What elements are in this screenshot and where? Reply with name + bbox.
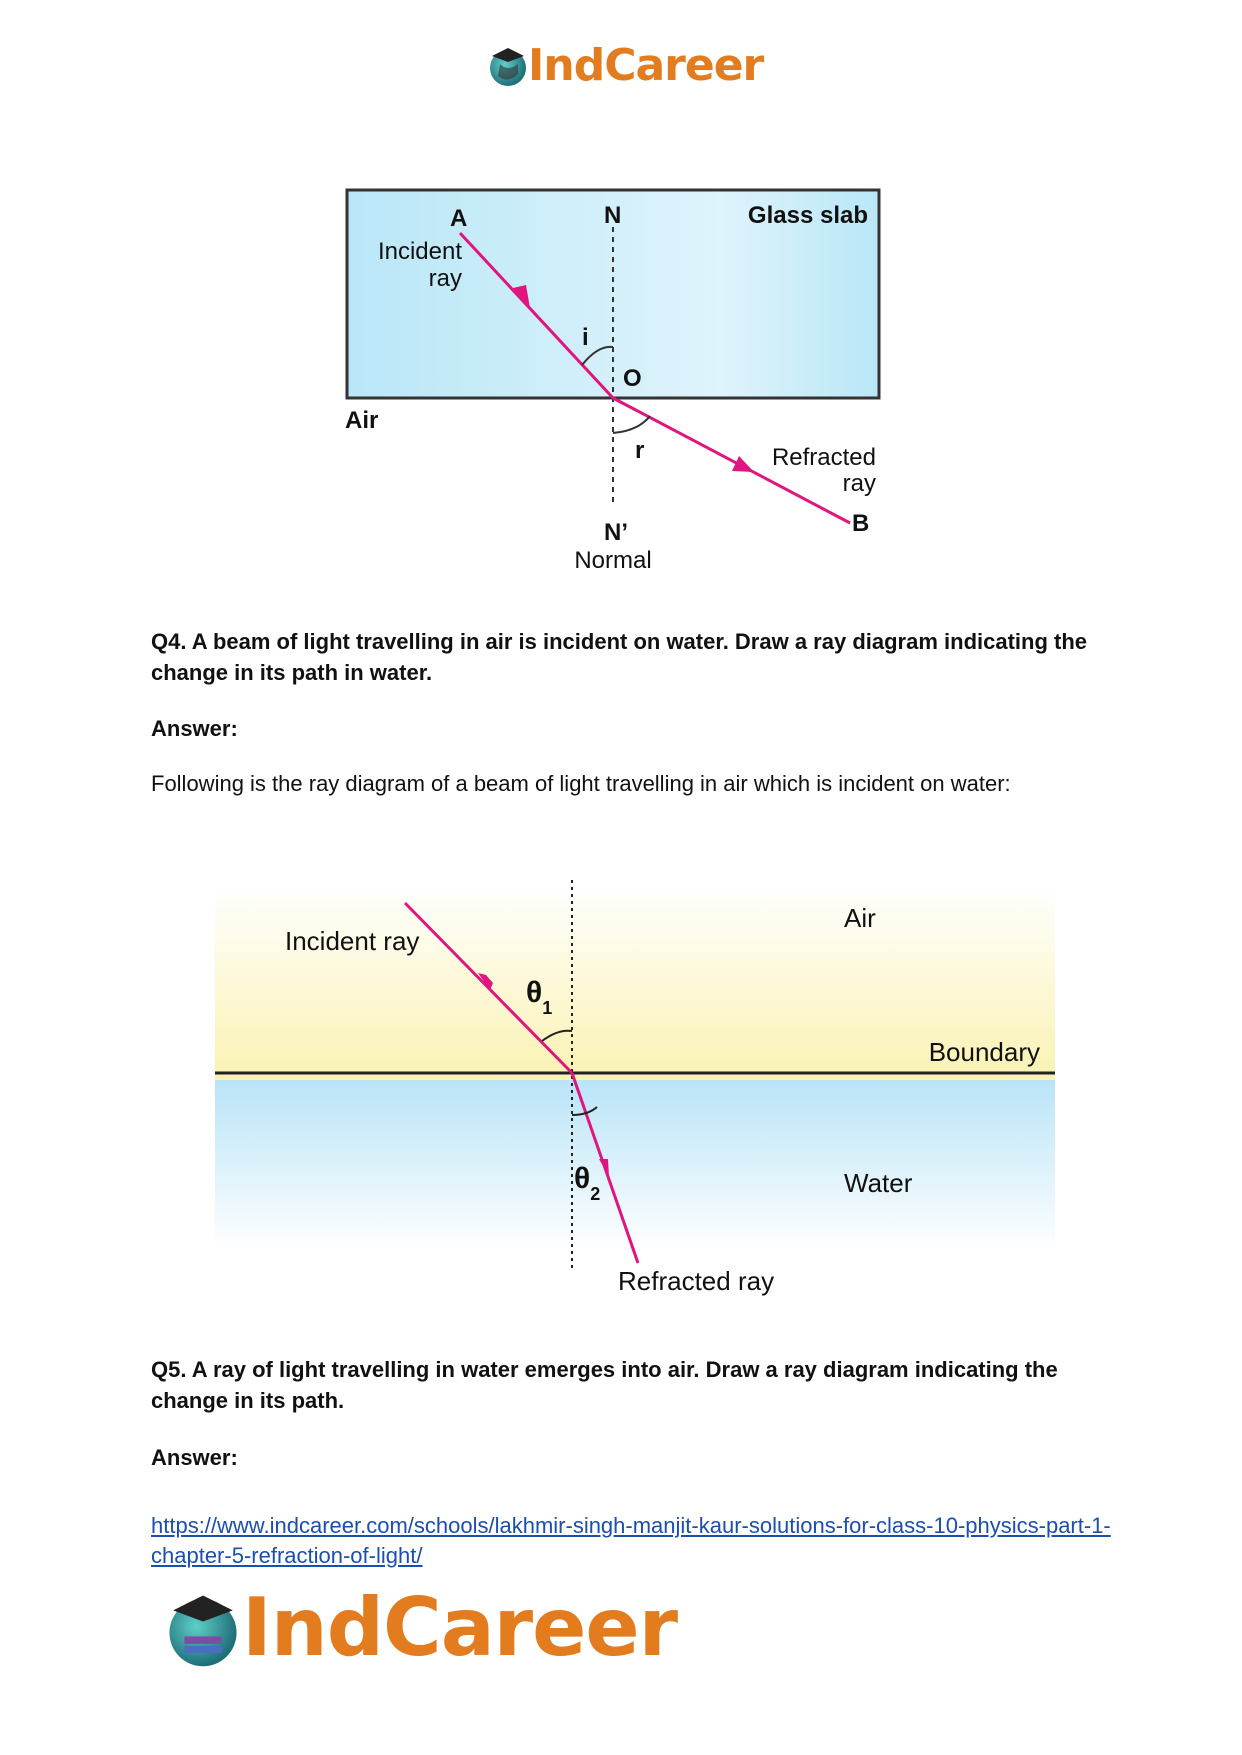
angle-r-arc	[613, 416, 650, 433]
footer-logo[interactable]	[162, 1580, 722, 1675]
label-refracted-ray-2: Refracted ray	[618, 1266, 775, 1296]
label-glass-slab: Glass slab	[747, 202, 868, 229]
q5-answer-label: Answer:	[151, 1445, 238, 1470]
label-b: B	[852, 510, 870, 537]
label-n-prime: N’	[604, 519, 628, 546]
logo-globe-icon	[486, 44, 530, 88]
theta1-subscript: 1	[542, 998, 553, 1018]
q4-answer-text: Following is the ray diagram of a beam of light travelling in air which is incident on water:	[151, 771, 1011, 796]
label-n: N	[604, 202, 622, 229]
label-a: A	[450, 205, 468, 232]
label-boundary: Boundary	[928, 1037, 1040, 1067]
theta2-symbol: θ	[574, 1162, 591, 1195]
q5-question: Q5. A ray of light travelling in water emerges into air. Draw a ray diagram indicating the change in its path.	[151, 1357, 1058, 1413]
label-i: i	[582, 324, 589, 351]
header-logo[interactable]	[486, 40, 766, 92]
refracted-arrow-icon	[732, 456, 754, 472]
label-air: Air	[345, 407, 379, 434]
label-incident-1: Incident	[377, 238, 462, 265]
theta2-subscript: 2	[590, 1184, 601, 1204]
label-o: O	[623, 365, 642, 392]
label-water: Water	[844, 1168, 913, 1198]
q4-answer-label: Answer:	[151, 716, 238, 741]
label-r: r	[635, 437, 645, 464]
label-air-2: Air	[844, 903, 876, 933]
label-incident-2: ray	[428, 265, 462, 292]
label-incident-ray: Incident ray	[285, 926, 420, 956]
q4-question: Q4. A beam of light travelling in air is incident on water. Draw a ray diagram indicating the change in its path in water.	[151, 629, 1088, 685]
label-refracted-2: ray	[842, 470, 876, 497]
label-refracted-1: Refracted	[771, 444, 876, 471]
water-region	[215, 1080, 1055, 1250]
footer-logo-text: IndCareer	[242, 1581, 678, 1674]
glass-slab-diagram	[330, 175, 890, 575]
air-water-diagram	[210, 875, 1060, 1305]
theta1-symbol: θ	[526, 976, 543, 1009]
source-link[interactable]: https://www.indcareer.com/schools/lakhmir-singh-manjit-kaur-solutions-for-class-10-physics-part-1-chapter-5-refraction-of-light/	[151, 1513, 1111, 1568]
footer-logo-globe-icon	[162, 1588, 244, 1670]
label-normal: Normal	[574, 547, 652, 574]
header-logo-text: IndCareer	[528, 40, 764, 91]
